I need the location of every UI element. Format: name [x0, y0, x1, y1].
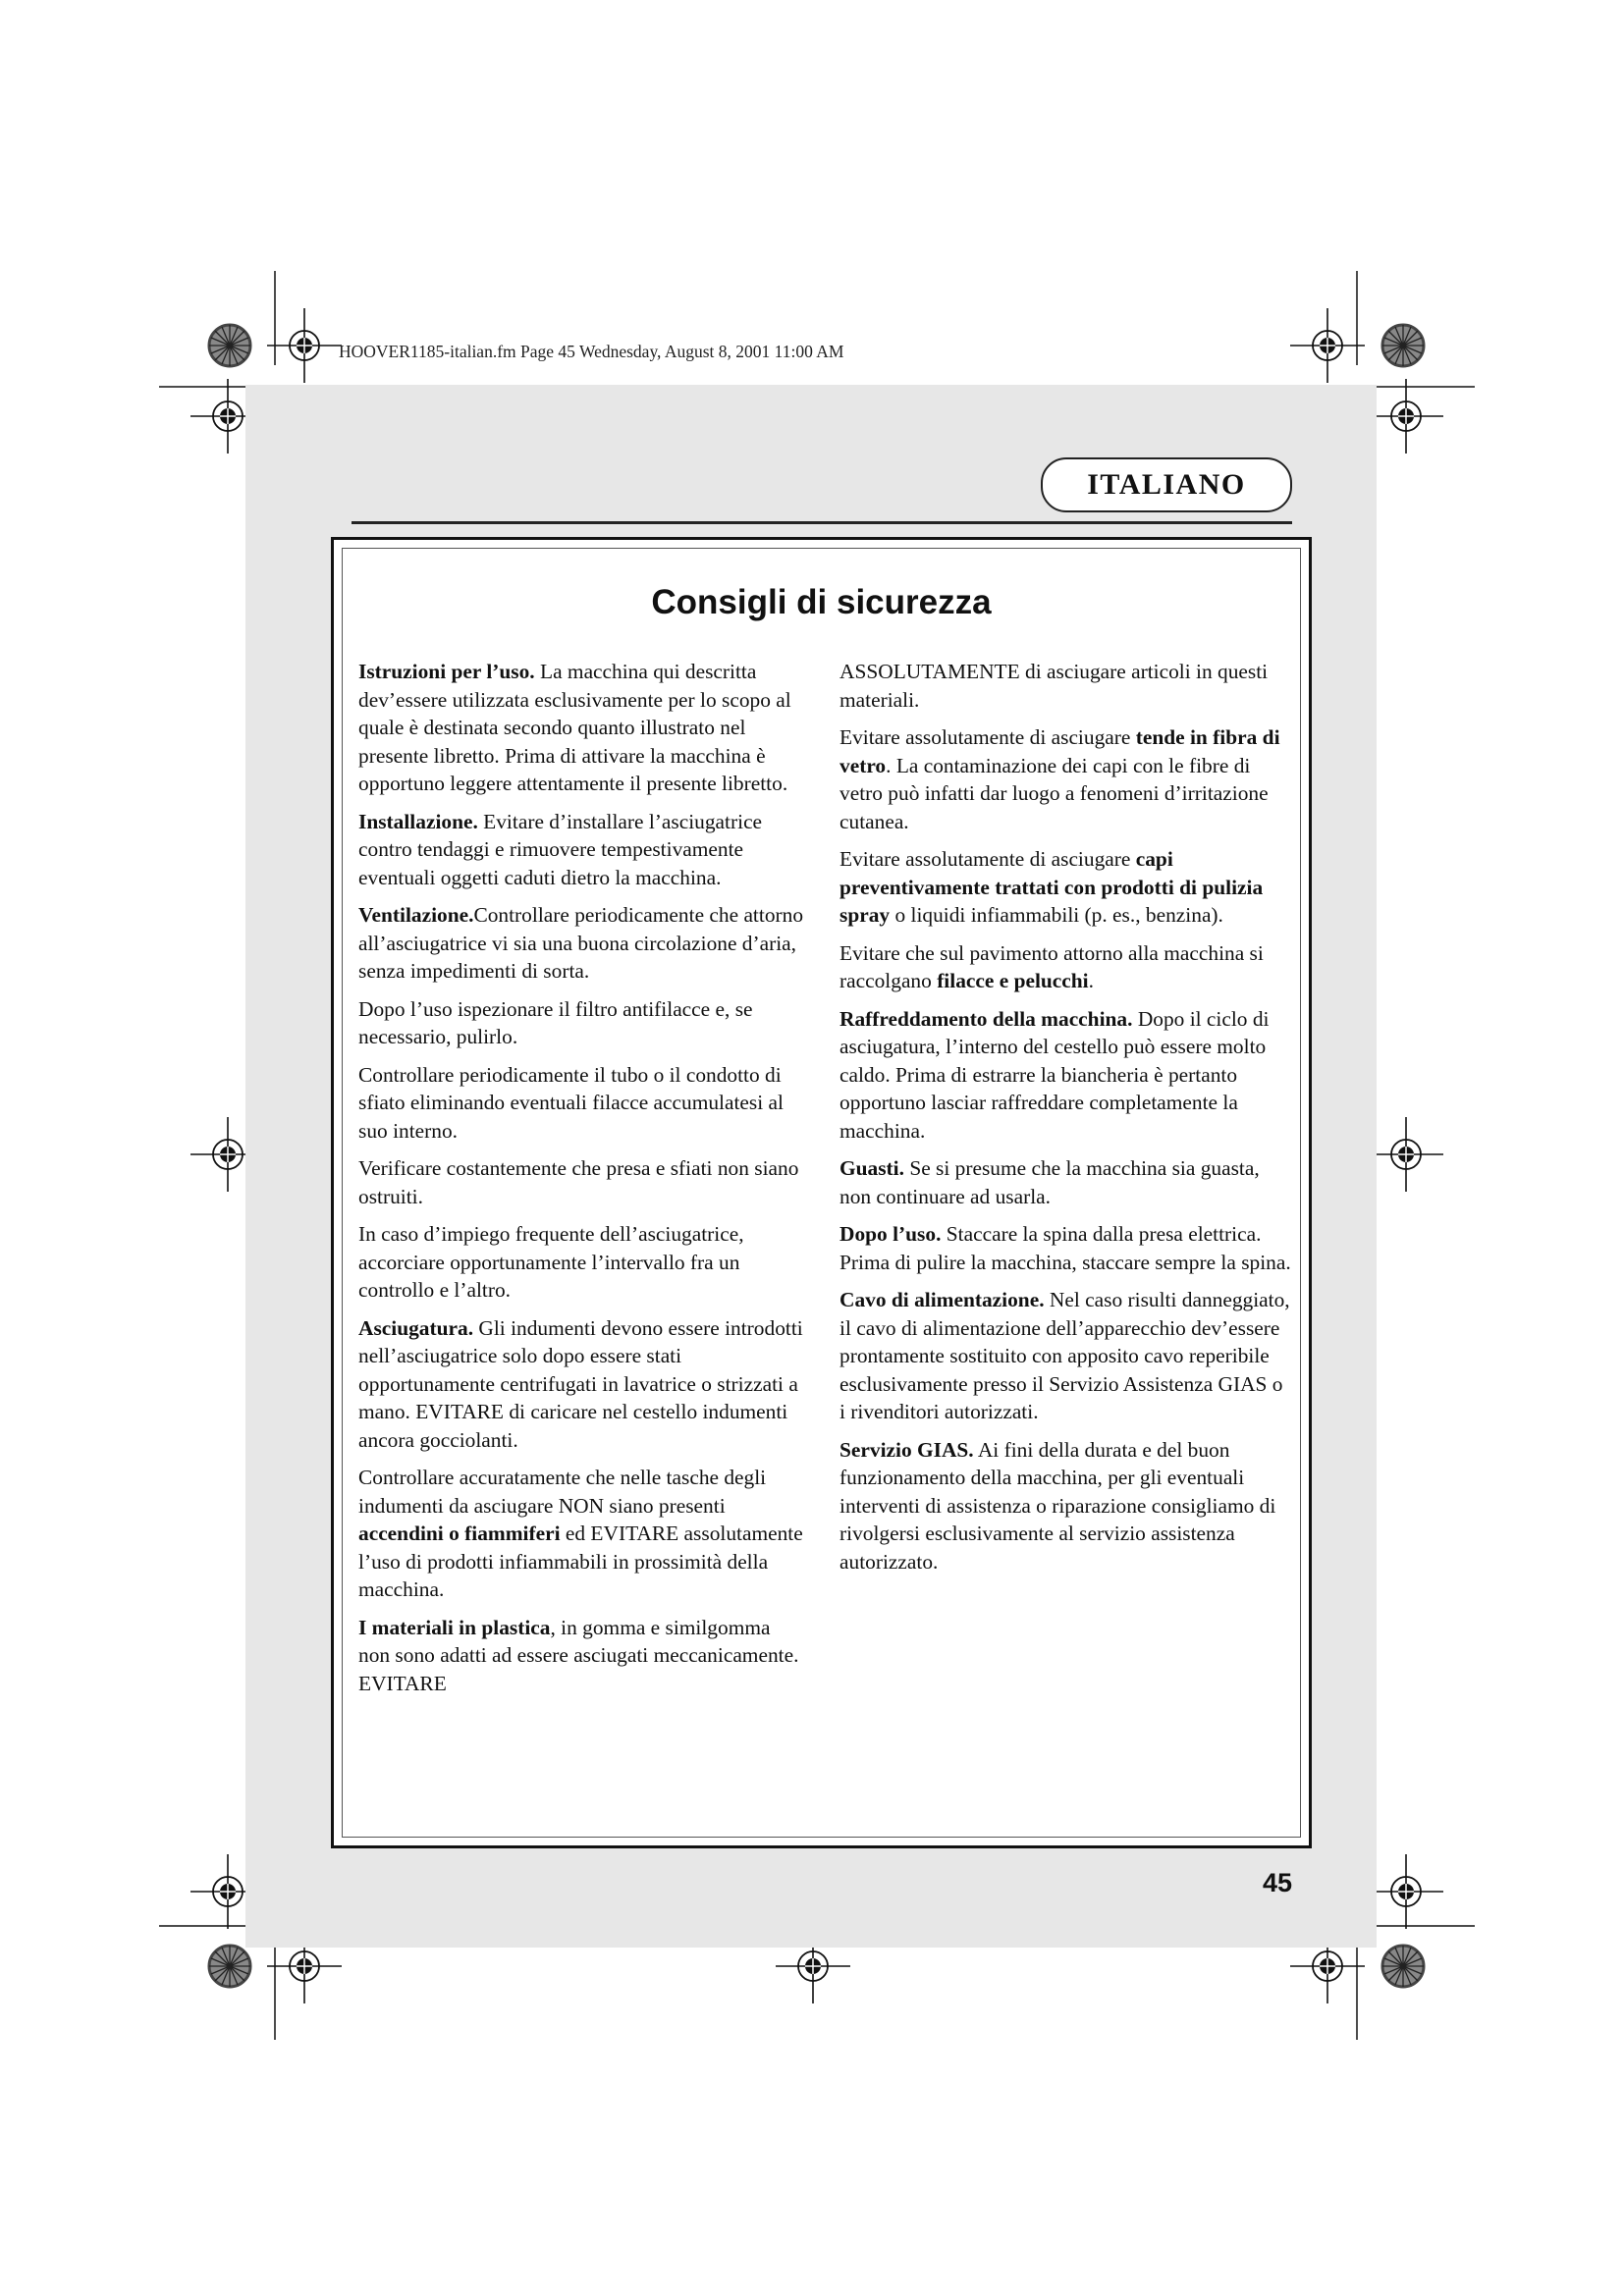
header-rule	[352, 521, 1292, 524]
paragraph	[358, 1154, 804, 1210]
paragraph-text-run: . La contaminazione dei capi con le fibre di vetro può infatti dar luogo a fenomeni d’irritazione cutanea.	[839, 753, 1269, 833]
paragraph-bold-run: accendini o fiammiferi	[358, 1522, 561, 1545]
page-title: Consigli di sicurezza	[651, 583, 992, 621]
paragraph	[358, 995, 804, 1051]
paragraph-text-run: Dopo l’uso ispezionare il filtro antifilacce e, se necessario, pulirlo.	[358, 996, 753, 1048]
paragraph-text-run: In caso d’impiego frequente dell’asciugatrice, accorciare opportunamente l’intervallo fra un controllo e l’altro.	[358, 1222, 744, 1302]
paragraph-text-run: Verificare costantemente che presa e sfiati non siano ostruiti.	[358, 1156, 799, 1208]
paragraph-bold-run: Istruzioni per l’uso.	[358, 660, 535, 683]
paragraph	[839, 1286, 1291, 1426]
paragraph-bold-run: Raffreddamento della macchina.	[839, 1006, 1133, 1031]
paragraph-text-run: o liquidi infiammabili (p. es., benzina).	[890, 903, 1223, 927]
paragraph	[839, 1005, 1291, 1146]
registration-mark-icon	[1290, 308, 1365, 383]
paragraph-text-run: Dopo il ciclo di asciugatura, l’interno del cestello può essere molto caldo. Prima di estrarre la biancheria è pertanto opportuno lasciar raffreddare completamente la macchina.	[839, 1006, 1270, 1143]
paragraph-bold-run: Asciugatura.	[358, 1315, 474, 1340]
print-header-file-info: HOOVER1185-italian.fm Page 45 Wednesday, August 8, 2001 11:00 AM	[339, 342, 844, 361]
paragraph-bold-run: capi preventivamente trattati con prodotti di pulizia spray	[839, 847, 1264, 927]
paragraph-bold-run: Servizio GIAS.	[839, 1437, 974, 1462]
paragraph-text-run: Se si presume che la macchina sia guasta, non continuare ad usarla.	[839, 1156, 1260, 1208]
paragraph	[358, 1614, 804, 1698]
paragraph	[358, 808, 804, 892]
paragraph-text-run: Controllare accuratamente che nelle tasche degli indumenti da asciugare NON siano presenti	[358, 1466, 767, 1518]
paragraph-bold-run: Ventilazione.	[358, 903, 474, 927]
paragraph	[358, 901, 804, 986]
color-target-star-icon	[1382, 1946, 1424, 1987]
paragraph	[358, 1061, 804, 1146]
paragraph	[839, 723, 1291, 835]
paragraph	[358, 1314, 804, 1455]
right-column	[839, 658, 1291, 1585]
paragraph	[358, 658, 804, 798]
paragraph-bold-run: Installazione.	[358, 809, 478, 833]
paragraph-text-run: Evitare d’installare l’asciugatrice contro tendaggi e rimuovere tempestivamente eventuali oggetti caduti dietro la macchina.	[358, 809, 763, 889]
paragraph-text-run: Evitare assolutamente di asciugare	[839, 847, 1136, 871]
paragraph-text-run: ASSOLUTAMENTE di asciugare articoli in questi materiali.	[839, 660, 1269, 712]
paragraph-text-run: ed EVITARE assolutamente l’uso di prodotti infiammabili in prossimità della macchina.	[358, 1522, 803, 1601]
paragraph	[839, 845, 1291, 930]
paragraph	[839, 1154, 1291, 1210]
paragraph-bold-run: tende in fibra di vetro	[839, 725, 1280, 777]
paragraph-bold-run: Dopo l’uso.	[839, 1222, 942, 1246]
paragraph-text-run: Ai fini della durata e del buon funzionamento della macchina, per gli eventuali interventi di assistenza o riparazione consigliamo di rivolgersi esclusivamente al servizio assistenza autorizzato.	[839, 1437, 1276, 1574]
color-target-star-icon	[1382, 325, 1424, 366]
paragraph-bold-run: I materiali in plastica	[358, 1615, 551, 1639]
color-target-star-icon	[209, 1946, 250, 1987]
safety-box	[331, 537, 1312, 1848]
paragraph-text-run: Evitare assolutamente di asciugare	[839, 725, 1136, 749]
page-number: 45	[1263, 1868, 1293, 1897]
registration-mark-icon	[1369, 1854, 1443, 1929]
registration-mark-icon	[267, 308, 342, 383]
paragraph	[839, 1220, 1291, 1276]
paragraph-text-run: Controllare periodicamente che attorno all’asciugatrice vi sia una buona circolazione d’aria, senza impedimenti di sorta.	[358, 903, 804, 983]
language-tab: ITALIANO	[1041, 457, 1292, 512]
paragraph-text-run: Staccare la spina dalla presa elettrica. Prima di pulire la macchina, staccare sempre la spina.	[839, 1222, 1291, 1274]
paragraph	[358, 1464, 804, 1604]
registration-mark-icon	[1369, 379, 1443, 454]
paragraph	[358, 1220, 804, 1305]
paragraph-bold-run: filacce e pelucchi	[937, 969, 1089, 992]
paragraph-text-run: Gli indumenti devono essere introdotti nell’asciugatrice solo dopo essere stati opportunamente centrifugati in lavatrice o strizzati a mano. EVITARE di caricare nel cestello indumenti ancora gocciolanti.	[358, 1315, 803, 1452]
paragraph	[839, 939, 1291, 995]
paragraph-text-run: , in gomma e similgomma non sono adatti ad essere asciugati meccanicamente. EVITARE	[358, 1615, 799, 1695]
left-column	[358, 658, 804, 1707]
registration-mark-icon	[1369, 1117, 1443, 1192]
paragraph-text-run: La macchina qui descritta dev’essere utilizzata esclusivamente per lo scopo al quale è destinata secondo quanto illustrato nel presente libretto. Prima di attivare la macchina è opportuno leggere attentamente il presente libretto.	[358, 660, 791, 795]
paragraph-text-run: Controllare periodicamente il tubo o il condotto di sfiato eliminando eventuali filacce accumulatesi al suo interno.	[358, 1062, 784, 1143]
paragraph-bold-run: Cavo di alimentazione.	[839, 1288, 1045, 1311]
paragraph	[839, 1436, 1291, 1576]
paragraph-bold-run: Guasti.	[839, 1156, 904, 1180]
color-target-star-icon	[209, 325, 250, 366]
paragraph	[839, 658, 1291, 714]
paragraph-text-run: .	[1088, 969, 1094, 992]
paragraph-text-run: Nel caso risulti danneggiato, il cavo di alimentazione dell’apparecchio dev’essere prontamente sostituito con apposito cavo reperibile esclusivamente presso il Servizio Assistenza GIAS o i rivenditori autorizzati.	[839, 1288, 1290, 1423]
paragraph-text-run: Evitare che sul pavimento attorno alla macchina si raccolgano	[839, 940, 1264, 992]
